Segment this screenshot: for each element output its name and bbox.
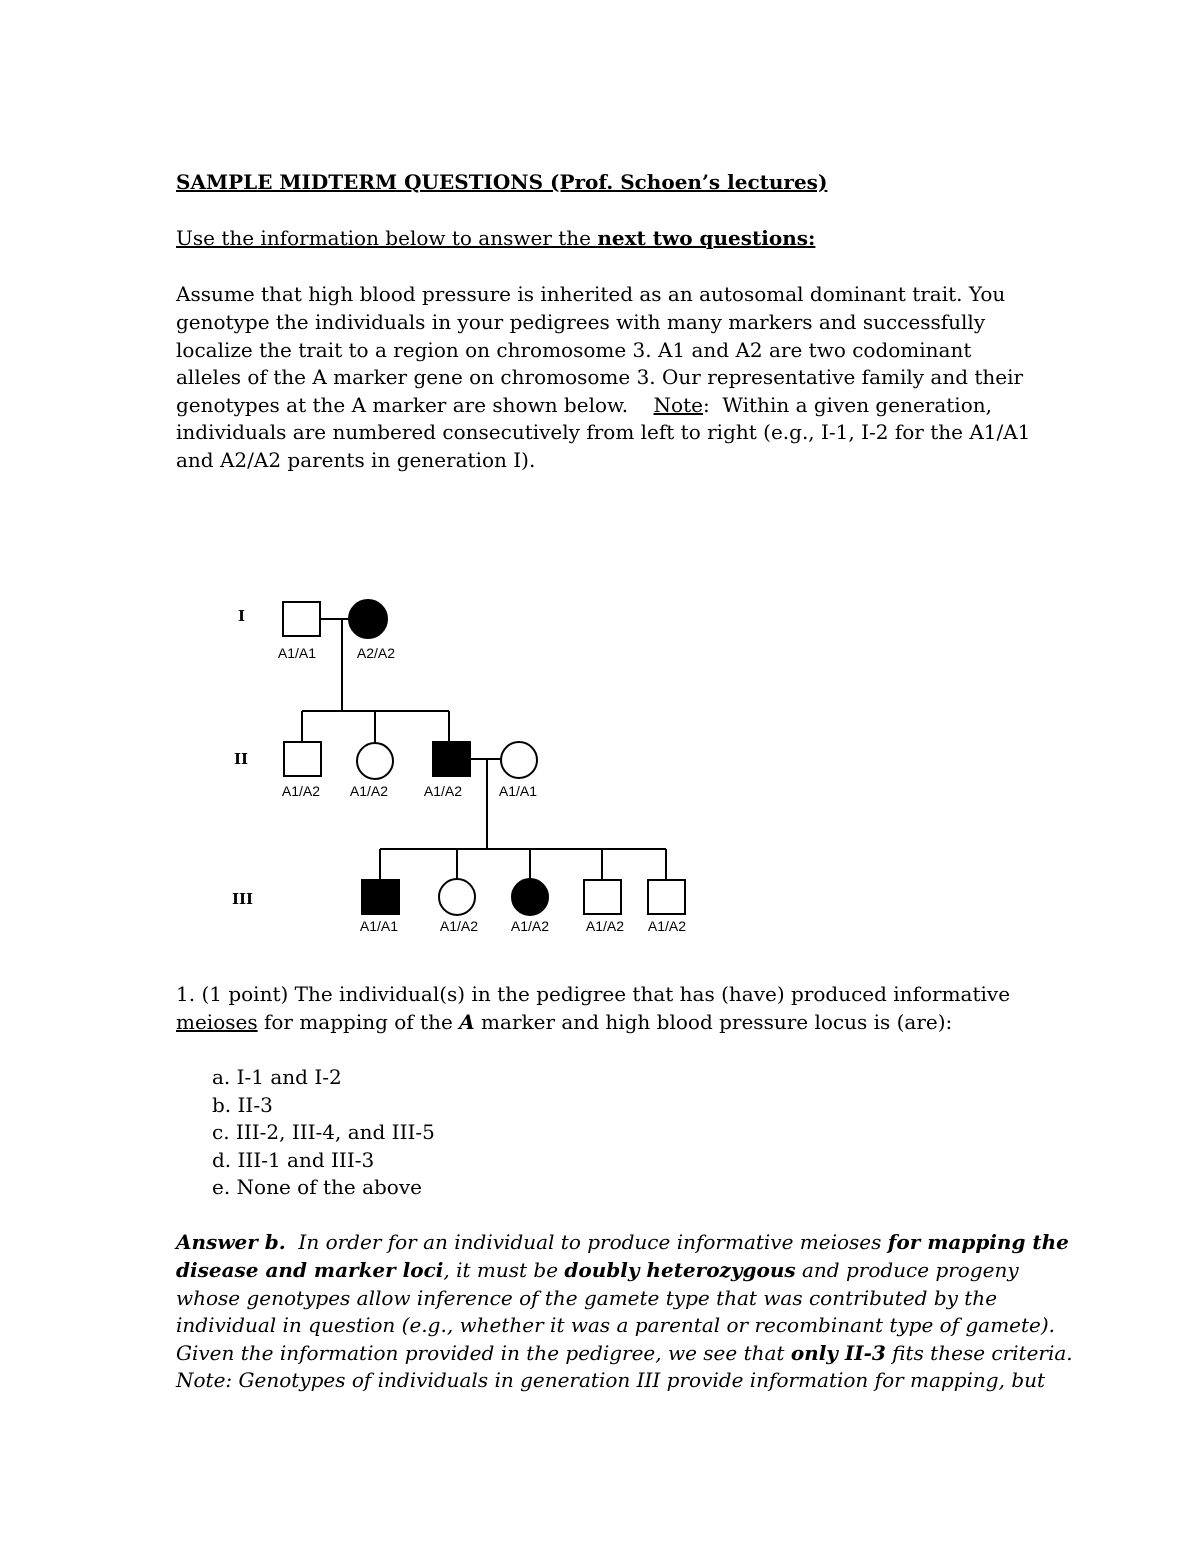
- answer-line-2-bold-c: doubly heterozygous: [564, 1258, 796, 1282]
- individual-iii-4-unaffected-male: [584, 880, 621, 914]
- intro-line-6: individuals are numbered consecutively from left to right (e.g., I-1, I-2 for the A1/A1: [176, 420, 1031, 444]
- answer-line-3: whose genotypes allow inference of the gamete type that was contributed by the: [176, 1286, 998, 1310]
- answer-label: Answer b.: [176, 1230, 286, 1254]
- instruction-prefix: Use the information below to answer the: [176, 226, 598, 250]
- genotype-i-1: A1/A1: [277, 645, 317, 661]
- answer-line-5: [176, 1339, 1073, 1367]
- individual-ii-1-unaffected-male: [284, 742, 321, 776]
- generation-label-i: I: [238, 607, 246, 625]
- marker-a-term: A: [459, 1010, 475, 1034]
- individual-iii-3-affected-female: [512, 879, 548, 915]
- option-b: b. II-3: [212, 1093, 273, 1117]
- intro-line-2: genotype the individuals in your pedigrees with many markers and successfully: [176, 310, 986, 334]
- generation-label-iii: III: [232, 890, 254, 908]
- answer-line-5-bold: only II-3: [790, 1341, 886, 1365]
- genotype-ii-1: A1/A2: [281, 783, 321, 799]
- answer-line-6: Note: Genotypes of individuals in generation III provide information for mapping, but: [176, 1368, 1046, 1392]
- genotype-iii-3: A1/A2: [510, 918, 550, 934]
- genotype-iii-1: A1/A1: [359, 918, 399, 934]
- instruction-bold: next two questions:: [597, 226, 816, 250]
- individual-i-2-affected-female: [349, 600, 387, 638]
- genotype-iii-2: A1/A2: [439, 918, 479, 934]
- individual-iii-5-unaffected-male: [648, 880, 685, 914]
- individual-iii-2-unaffected-female: [439, 879, 475, 915]
- genotype-iii-4: A1/A2: [585, 918, 625, 934]
- option-a: a. I-1 and I-2: [212, 1065, 342, 1089]
- genotype-ii-3: A1/A2: [423, 783, 463, 799]
- individual-ii-3-affected-male: [433, 742, 470, 776]
- answer-line-5-text-a: Given the information provided in the pedigree, we see that: [176, 1341, 791, 1365]
- question-1-line-2-suffix: marker and high blood pressure locus is (are):: [474, 1010, 953, 1034]
- intro-line-7: and A2/A2 parents in generation I).: [176, 448, 536, 472]
- answer-line-4: individual in question (e.g., whether it was a parental or recombinant type of gamete).: [176, 1313, 1056, 1337]
- genotype-ii-2: A1/A2: [349, 783, 389, 799]
- generation-label-ii: II: [234, 750, 249, 768]
- individual-iii-1-affected-male: [362, 880, 399, 914]
- note-label: Note: [653, 393, 703, 417]
- question-1-line-2-mid: for mapping of the: [257, 1010, 460, 1034]
- genotype-iii-5: A1/A2: [647, 918, 687, 934]
- question-1-line-1: 1. (1 point) The individual(s) in the pedigree that has (have) produced informative: [176, 982, 1011, 1006]
- intro-line-4: alleles of the A marker gene on chromosome 3. Our representative family and their: [176, 365, 1024, 389]
- genotype-ii-4: A1/A1: [498, 783, 538, 799]
- meioses-term: meioses: [176, 1010, 258, 1034]
- option-e: e. None of the above: [212, 1175, 422, 1199]
- document-title: SAMPLE MIDTERM QUESTIONS (Prof. Schoen’s lectures): [176, 170, 828, 194]
- option-c: c. III-2, III-4, and III-5: [212, 1120, 435, 1144]
- option-d: d. III-1 and III-3: [212, 1148, 375, 1172]
- individual-ii-4-unaffected-female: [501, 742, 537, 778]
- answer-line-2: [176, 1256, 1019, 1284]
- intro-line-1: Assume that high blood pressure is inherited as an autosomal dominant trait. You: [176, 282, 1006, 306]
- answer-line-1-bold: for mapping the: [887, 1230, 1069, 1254]
- intro-line-5-suffix: : Within a given generation,: [702, 393, 992, 417]
- intro-line-5-prefix: genotypes at the A marker are shown below.: [176, 393, 654, 417]
- genotype-i-2: A2/A2: [356, 645, 396, 661]
- individual-ii-2-unaffected-female: [357, 743, 393, 779]
- answer-line-2-text-d: and produce progeny: [795, 1258, 1019, 1282]
- answer-line-1-text: In order for an individual to produce informative meioses: [285, 1230, 888, 1254]
- intro-line-3: localize the trait to a region on chromosome 3. A1 and A2 are two codominant: [176, 338, 972, 362]
- question-1-line-2: [176, 1008, 952, 1036]
- answer-line-1: [176, 1228, 1069, 1256]
- answer-line-2-bold-a: disease and marker loci: [176, 1258, 444, 1282]
- individual-i-1-unaffected-male: [283, 602, 320, 636]
- answer-line-2-text-b: , it must be: [443, 1258, 565, 1282]
- answer-line-5-text-c: fits these criteria.: [885, 1341, 1073, 1365]
